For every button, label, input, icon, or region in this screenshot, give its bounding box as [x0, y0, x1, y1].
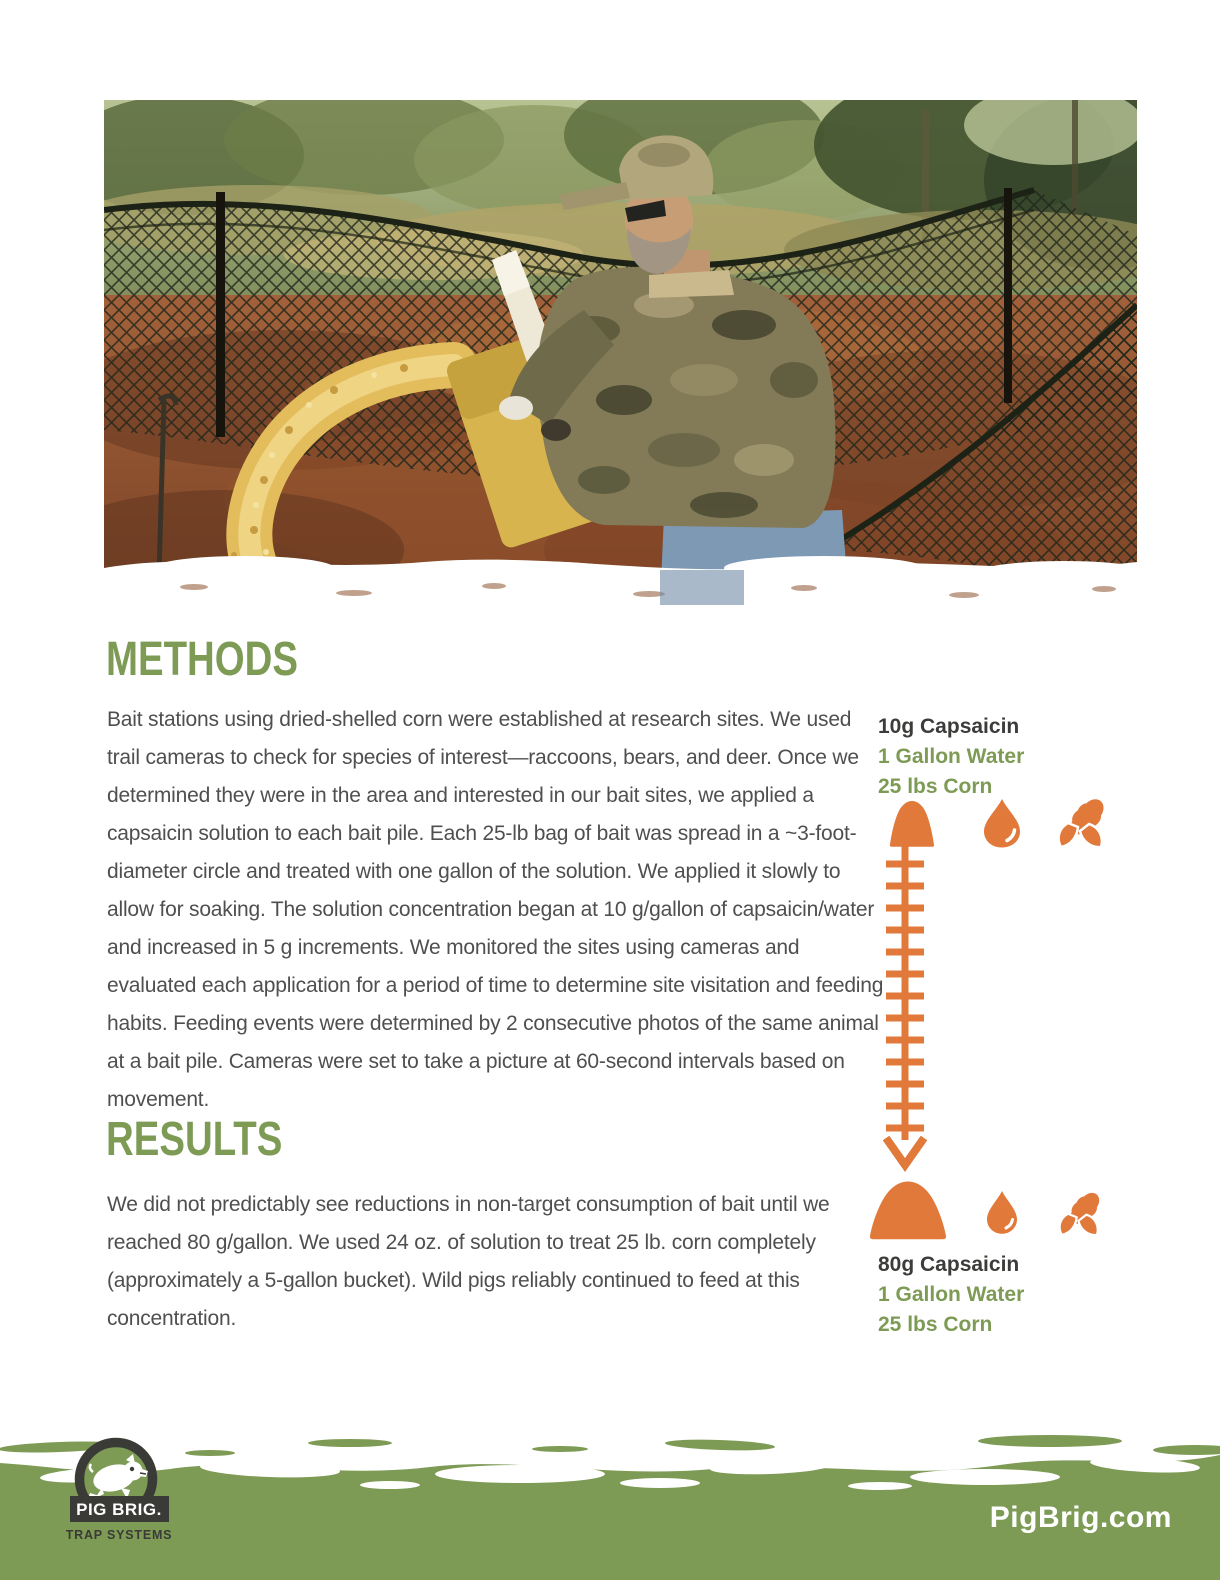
bottom-water-label: 1 Gallon Water	[878, 1283, 1025, 1306]
results-paragraph: We did not predictably see reductions in non-target consumption of bait until we reached 80 g/gallon. We used 24 oz. of solution to treat 25 lb. corn completely (approximately a 5-gallon bucket). Wild pigs reliably continued to feed at this concentration.	[107, 1193, 830, 1330]
bottom-corn-label: 25 lbs Corn	[878, 1313, 993, 1336]
top-water-label: 1 Gallon Water	[878, 745, 1025, 768]
bait-pile-icon-large	[870, 1182, 946, 1240]
methods-heading: METHODS	[106, 633, 298, 686]
logo-subtitle: TRAP SYSTEMS	[66, 1528, 173, 1542]
capsaicin-dose-diagram	[860, 788, 1130, 1248]
results-heading: RESULTS	[106, 1113, 283, 1166]
photo-illustration	[104, 100, 1137, 605]
increase-arrow	[886, 845, 924, 1165]
logo-title: PIG BRIG.	[76, 1500, 162, 1519]
pigbrig-logo	[66, 1430, 178, 1548]
website-link[interactable]: PigBrig.com	[989, 1501, 1172, 1534]
mix-label-bottom	[878, 1250, 1118, 1340]
methods-paragraph: Bait stations using dried-shelled corn were established at research sites. We used trail cameras to check for species of interest—raccoons, bears, and deer. Once we determined they were in the area and interested in our bait sites, we applied a capsaicin solution to each bait pile. Each 25-lb bag of bait was spread in a ~3-foot-diameter circle and treated with one gallon of the solution. We applied it slowly to allow for soaking. The solution concentration began at 10 g/gallon of capsaicin/water and increased in 5 g increments. We monitored the sites using cameras and evaluated each application for a period of time to determine site visitation and feeding habits. Feeding events were determined by 2 consecutive photos of the same animal at a bait pile. Cameras were set to take a picture at 60-second intervals based on movement.	[107, 708, 884, 1111]
bait-pile-icon	[890, 801, 934, 847]
corn-cob-icon-small	[1060, 1188, 1105, 1235]
corn-cob-icon	[1059, 793, 1110, 847]
water-drop-icon-small	[987, 1191, 1017, 1234]
top-corn-label: 25 lbs Corn	[878, 775, 993, 798]
field-photo	[104, 100, 1137, 605]
water-drop-icon	[984, 799, 1020, 848]
bottom-capsaicin-label: 80g Capsaicin	[878, 1253, 1020, 1276]
top-capsaicin-label: 10g Capsaicin	[878, 715, 1020, 738]
